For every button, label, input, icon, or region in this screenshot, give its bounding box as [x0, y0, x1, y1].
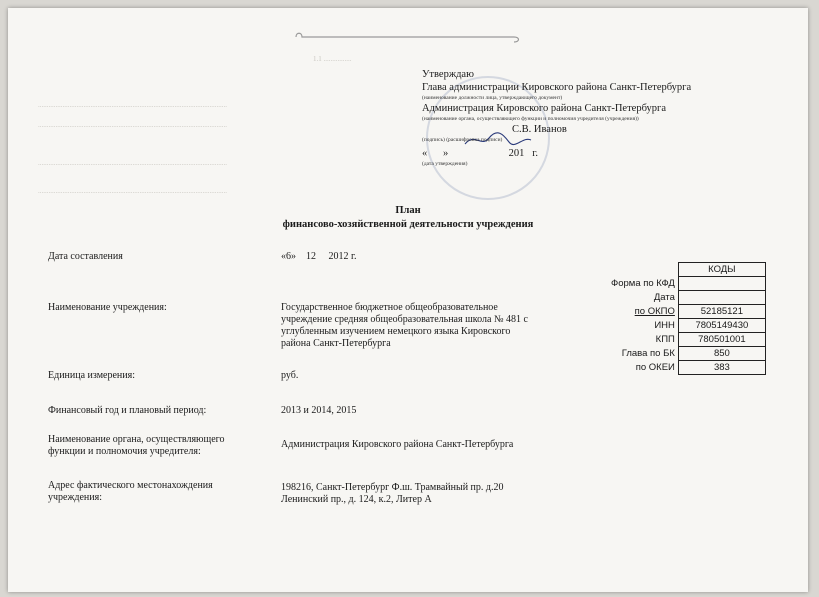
org-label: Наименование учреждения: — [48, 302, 167, 313]
bleed-through-text: ............................................................................................................ — [38, 159, 227, 167]
year-label: Финансовый год и плановый период: — [48, 405, 207, 416]
year-value: 2013 и 2014, 2015 — [281, 405, 357, 416]
document-title: План — [395, 205, 421, 216]
unit-value: руб. — [281, 370, 299, 381]
codes-row — [608, 305, 765, 319]
codes-header-row — [608, 263, 765, 277]
approval-date: « » 201 г. — [422, 148, 538, 159]
address-value-line: 198216, Санкт-Петербург Ф.ш. Трамвайный пр. д.20 — [281, 482, 504, 493]
bleed-through-text: 1.1 ................ — [313, 55, 352, 63]
address-label — [48, 480, 213, 504]
approver-organization: Администрация Кировского района Санкт-Петербурга — [422, 103, 666, 114]
code-value — [678, 277, 765, 291]
code-value: 52185121 — [678, 305, 765, 319]
code-label: по ОКПО — [634, 306, 675, 317]
founder-label-line: Наименование органа, осуществляющего — [48, 434, 225, 445]
codes-row — [608, 361, 765, 375]
approver-position-caption: (наименование должности лица, утверждающего документ) — [422, 95, 563, 101]
code-value: 850 — [678, 347, 765, 361]
approval-date-caption: (дата утверждения) — [422, 161, 468, 167]
code-label: Дата — [653, 292, 675, 303]
org-value — [281, 302, 528, 350]
founder-value: Администрация Кировского района Санкт-Петербурга — [281, 439, 514, 450]
address-label-line: учреждения: — [48, 492, 102, 503]
org-value-line: углубленным изучением немецкого языка Кировского — [281, 326, 511, 337]
approve-word: Утверждаю — [422, 69, 474, 80]
bleed-through-text: ............................................................................................................ — [38, 121, 227, 129]
unit-label: Единица измерения: — [48, 370, 135, 381]
code-value — [678, 291, 765, 305]
approval-block — [422, 68, 762, 168]
codes-row — [608, 347, 765, 361]
codes-header: КОДЫ — [678, 263, 765, 277]
code-label: КПП — [655, 334, 675, 345]
approver-position: Глава администрации Кировского района Санкт-Петербурга — [422, 82, 692, 93]
date-label: Дата составления — [48, 251, 123, 262]
signature-caption: (подпись) (расшифровка подписи) — [422, 137, 503, 143]
address-value — [281, 482, 504, 506]
codes-row — [608, 319, 765, 333]
code-label: ИНН — [654, 320, 675, 331]
codes-row — [608, 277, 765, 291]
bleed-through-text: ............................................................................................................ — [38, 187, 227, 195]
paper-clip-mark — [288, 30, 528, 44]
address-label-line: Адрес фактического местонахождения — [48, 480, 213, 491]
codes-row — [608, 291, 765, 305]
org-value-line: учреждение средняя общеобразовательная школа № 481 с — [281, 314, 528, 325]
approver-name: С.В. Иванов — [512, 124, 567, 135]
code-label: Глава по БК — [621, 348, 675, 359]
document-subtitle: финансово-хозяйственной деятельности учреждения — [282, 219, 534, 230]
founder-label — [48, 434, 225, 458]
codes-table — [608, 262, 766, 375]
code-value: 7805149430 — [678, 319, 765, 333]
code-value: 383 — [678, 361, 765, 375]
document-page — [8, 8, 808, 592]
code-label: по ОКЕИ — [635, 362, 675, 373]
org-value-line: района Санкт-Петербурга — [281, 338, 391, 349]
codes-row — [608, 333, 765, 347]
date-value: «6» 12 2012 г. — [281, 251, 357, 262]
bleed-through-text: ............................................................................................................ — [38, 101, 227, 109]
code-label: Форма по КФД — [611, 278, 675, 289]
approver-organization-caption: (наименование органа, осуществляющего функции и полномочия учредителя (учреждения)) — [422, 116, 639, 122]
founder-label-line: функции и полномочия учредителя: — [48, 446, 201, 457]
address-value-line: Ленинский пр., д. 124, к.2, Литер А — [281, 494, 432, 505]
org-value-line: Государственное бюджетное общеобразовательное — [281, 302, 498, 313]
code-value: 780501001 — [678, 333, 765, 347]
